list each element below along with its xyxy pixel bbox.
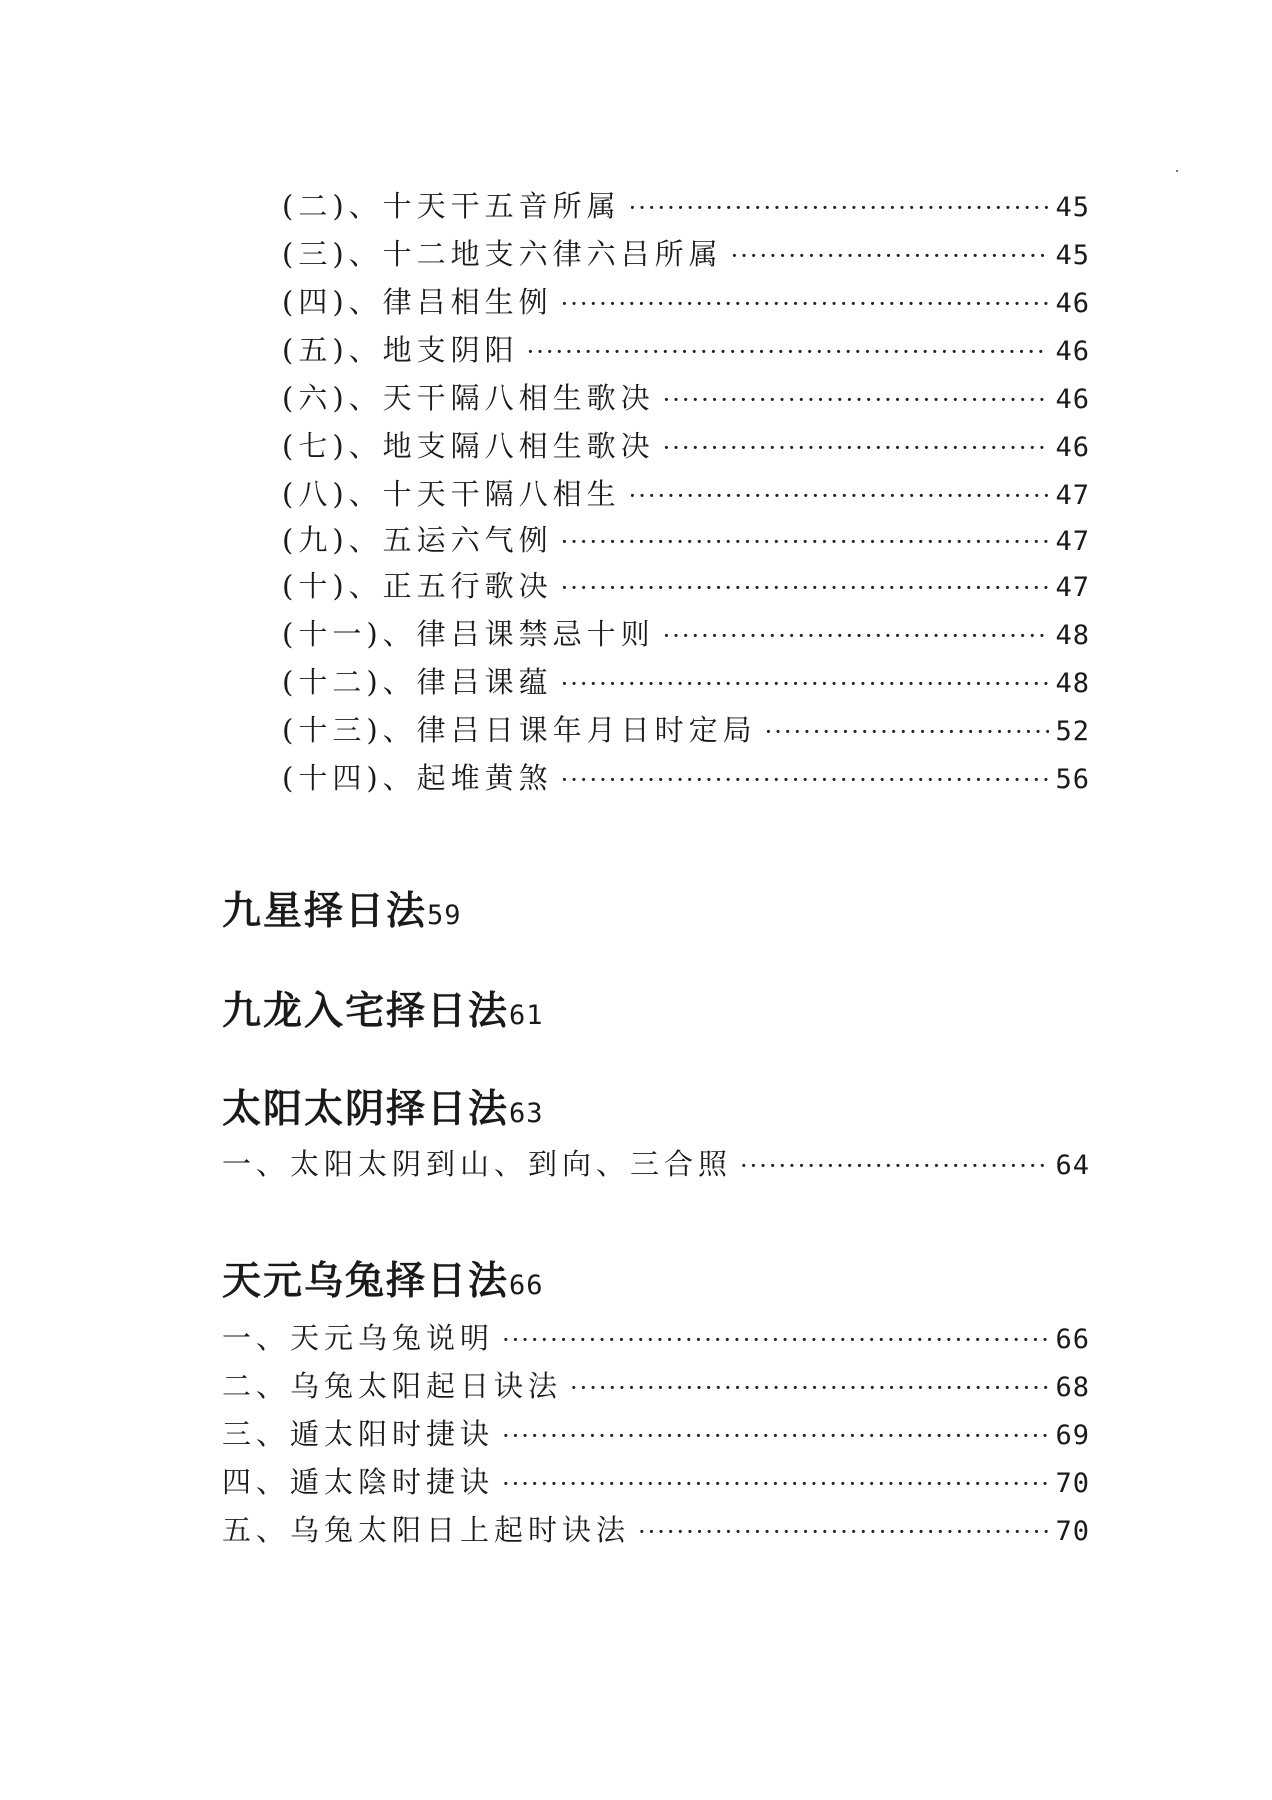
section-page: 59 bbox=[427, 900, 462, 931]
toc-entry-label: (八)、十天干隔八相生 bbox=[282, 477, 621, 511]
section-heading[interactable] bbox=[222, 980, 544, 1036]
toc-entry-label: 三、遁太阳时捷诀 bbox=[222, 1417, 495, 1451]
dot-leader bbox=[663, 434, 1050, 462]
toc-entry[interactable] bbox=[222, 1412, 1090, 1453]
toc-entry-page: 47 bbox=[1055, 526, 1090, 557]
section-heading[interactable] bbox=[222, 1250, 544, 1306]
dot-leader bbox=[629, 482, 1050, 510]
toc-entry[interactable] bbox=[222, 1316, 1090, 1357]
toc-entry-label: (七)、地支隔八相生歌决 bbox=[282, 429, 655, 463]
toc-entry-label: (四)、律吕相生例 bbox=[282, 285, 553, 319]
toc-entry-page: 46 bbox=[1055, 432, 1090, 463]
dot-leader bbox=[765, 718, 1050, 746]
dot-leader bbox=[527, 338, 1050, 366]
toc-entry[interactable] bbox=[282, 756, 1090, 797]
toc-entry-label: (六)、天干隔八相生歌决 bbox=[282, 381, 655, 415]
toc-entry-page: 64 bbox=[1055, 1150, 1090, 1181]
toc-entry[interactable] bbox=[282, 232, 1090, 273]
dot-leader bbox=[561, 528, 1050, 556]
dot-leader bbox=[561, 766, 1050, 794]
toc-entry-label: (三)、十二地支六律六吕所属 bbox=[282, 237, 723, 271]
toc-entry[interactable] bbox=[282, 376, 1090, 417]
toc-entry-label: 四、遁太陰时捷诀 bbox=[222, 1465, 495, 1499]
section-page: 63 bbox=[509, 1098, 544, 1129]
toc-entry-label: (五)、地支阴阳 bbox=[282, 333, 519, 367]
section-heading[interactable] bbox=[222, 880, 462, 936]
toc-entry[interactable] bbox=[282, 424, 1090, 465]
dot-leader bbox=[570, 1374, 1049, 1402]
dot-leader bbox=[561, 290, 1050, 318]
toc-entry[interactable] bbox=[282, 612, 1090, 653]
dot-leader bbox=[663, 386, 1050, 414]
dot-leader bbox=[502, 1470, 1049, 1498]
toc-entry[interactable] bbox=[222, 1508, 1090, 1549]
section-title: 九星择日法 bbox=[222, 889, 428, 934]
toc-entry-page: 48 bbox=[1055, 668, 1090, 699]
toc-entry-page: 46 bbox=[1055, 288, 1090, 319]
toc-entry-page: 47 bbox=[1055, 572, 1090, 603]
toc-entry-page: 45 bbox=[1055, 240, 1090, 271]
section-title: 太阳太阴择日法 bbox=[222, 1087, 510, 1132]
dot-leader bbox=[731, 242, 1050, 270]
toc-entry-label: 五、乌兔太阳日上起时诀法 bbox=[222, 1513, 631, 1547]
dot-leader bbox=[561, 670, 1050, 698]
section-page: 61 bbox=[509, 1000, 544, 1031]
toc-entry[interactable] bbox=[282, 184, 1090, 225]
toc-entry-label: (十二)、律吕课蕴 bbox=[282, 665, 553, 699]
section-heading[interactable] bbox=[222, 1078, 544, 1134]
section-page: 66 bbox=[509, 1270, 544, 1301]
toc-entry-label: 一、天元乌兔说明 bbox=[222, 1321, 495, 1355]
toc-entry[interactable] bbox=[282, 708, 1090, 749]
toc-entry[interactable] bbox=[282, 472, 1090, 513]
toc-entry[interactable] bbox=[282, 660, 1090, 701]
toc-entry-page: 66 bbox=[1055, 1324, 1090, 1355]
toc-entry-page: 45 bbox=[1055, 192, 1090, 223]
toc-entry-page: 52 bbox=[1055, 716, 1090, 747]
toc-entry-page: 70 bbox=[1055, 1516, 1090, 1547]
dot-leader bbox=[740, 1152, 1049, 1180]
dot-leader bbox=[638, 1518, 1049, 1546]
toc-entry-page: 69 bbox=[1055, 1420, 1090, 1451]
dot-leader bbox=[663, 622, 1050, 650]
toc-entry[interactable] bbox=[282, 328, 1090, 369]
dot-leader bbox=[629, 194, 1050, 222]
toc-entry-page: 48 bbox=[1055, 620, 1090, 651]
dot-leader bbox=[502, 1326, 1049, 1354]
toc-entry-page: 56 bbox=[1055, 764, 1090, 795]
toc-entry[interactable] bbox=[282, 280, 1090, 321]
toc-entry-page: 47 bbox=[1055, 480, 1090, 511]
toc-entry-label: 一、太阳太阴到山、到向、三合照 bbox=[222, 1147, 733, 1181]
toc-entry-label: (二)、十天干五音所属 bbox=[282, 189, 621, 223]
toc-entry-label: (十)、正五行歌决 bbox=[282, 569, 553, 603]
dot-leader bbox=[561, 574, 1050, 602]
section-title: 九龙入宅择日法 bbox=[222, 989, 510, 1034]
toc-entry-page: 46 bbox=[1055, 384, 1090, 415]
section-title: 天元乌兔择日法 bbox=[222, 1259, 510, 1304]
toc-entry-label: (十四)、起堆黄煞 bbox=[282, 761, 553, 795]
toc-entry[interactable] bbox=[222, 1460, 1090, 1501]
toc-entry-label: 二、乌兔太阳起日诀法 bbox=[222, 1369, 563, 1403]
toc-entry[interactable] bbox=[222, 1364, 1090, 1405]
toc-entry-page: 70 bbox=[1055, 1468, 1090, 1499]
toc-entry-label: (九)、五运六气例 bbox=[282, 523, 553, 557]
toc-entry-label: (十一)、律吕课禁忌十则 bbox=[282, 617, 655, 651]
toc-entry-page: 68 bbox=[1055, 1372, 1090, 1403]
scan-speck bbox=[1176, 170, 1178, 172]
toc-entry[interactable] bbox=[282, 564, 1090, 605]
toc-entry-page: 46 bbox=[1055, 336, 1090, 367]
toc-entry[interactable] bbox=[222, 1142, 1090, 1183]
toc-entry-label: (十三)、律吕日课年月日时定局 bbox=[282, 713, 757, 747]
toc-entry[interactable] bbox=[282, 518, 1090, 559]
dot-leader bbox=[502, 1422, 1049, 1450]
